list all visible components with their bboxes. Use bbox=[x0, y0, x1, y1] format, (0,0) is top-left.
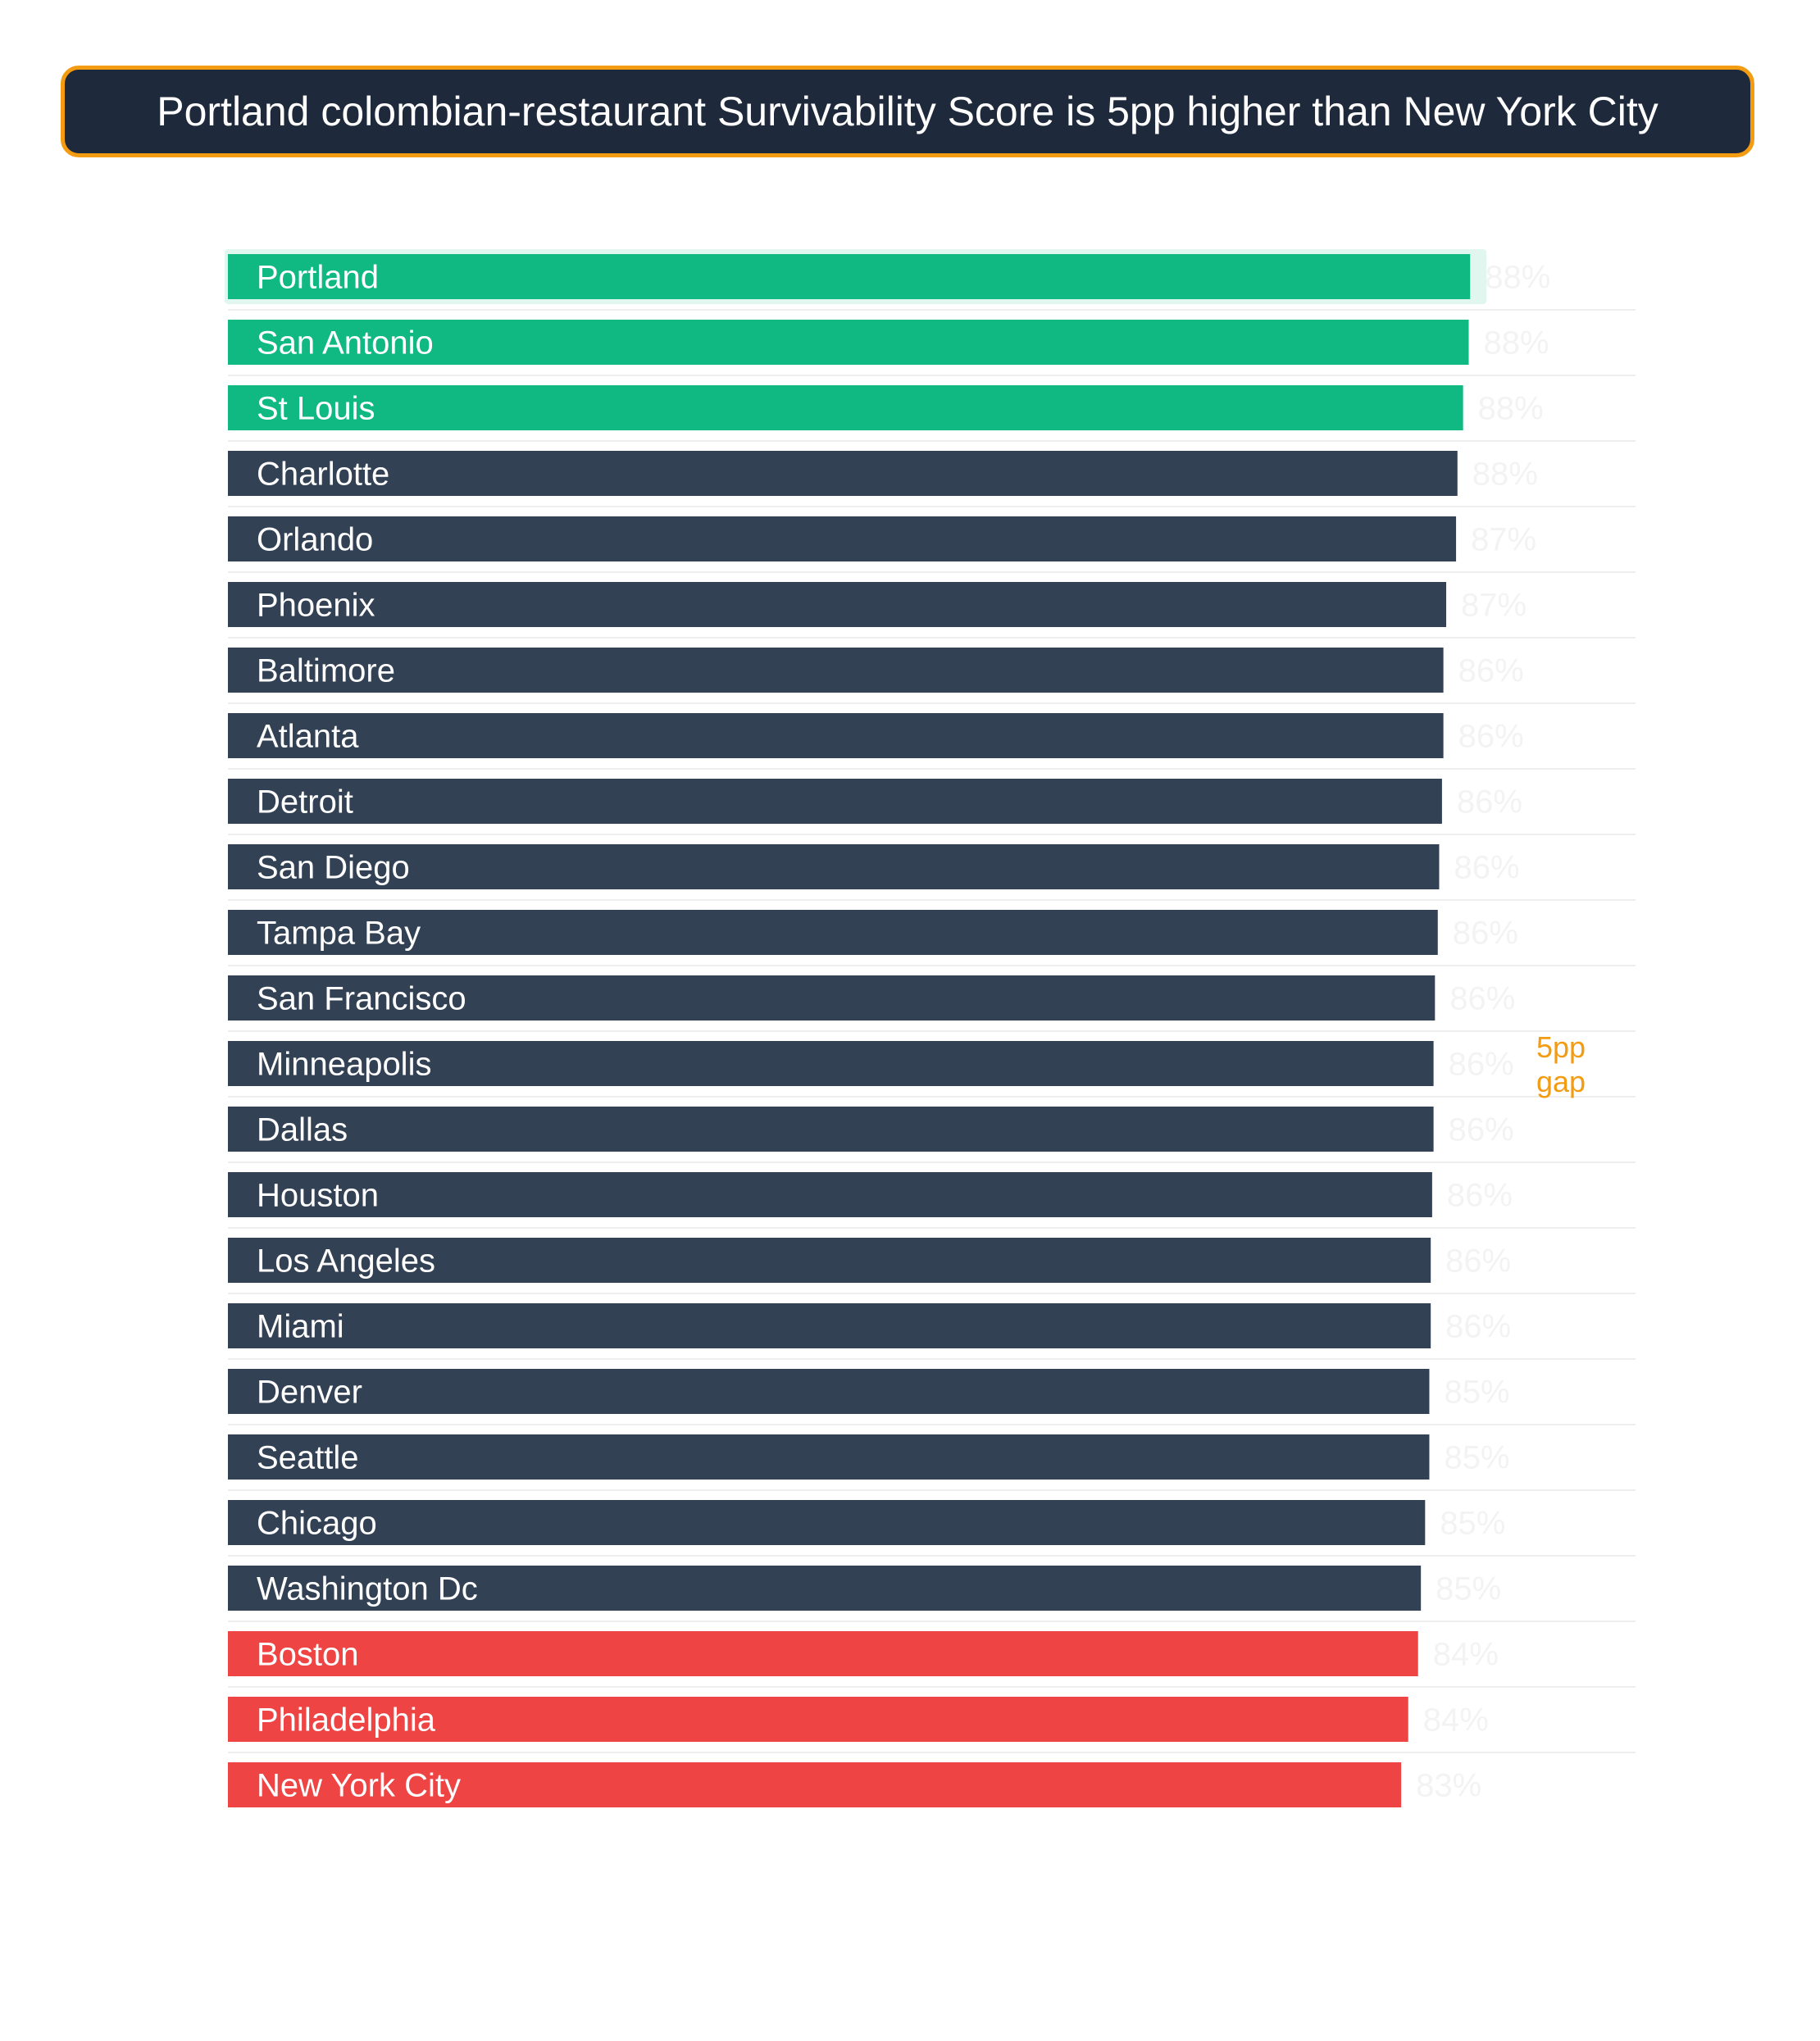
bar bbox=[228, 254, 1470, 299]
bar-category-label: Portland bbox=[257, 259, 379, 296]
bar bbox=[228, 451, 1458, 496]
bar-category-label: Minneapolis bbox=[257, 1046, 432, 1083]
bar-value-label: 86% bbox=[1458, 652, 1524, 689]
bar-value-label: 84% bbox=[1422, 1702, 1489, 1739]
bar-category-label: Charlotte bbox=[257, 456, 390, 493]
bar-category-label: Tampa Bay bbox=[257, 915, 421, 952]
bar bbox=[228, 1434, 1429, 1480]
bar-category-label: Houston bbox=[257, 1177, 379, 1214]
bar-value-label: 88% bbox=[1483, 325, 1549, 361]
bar-category-label: San Antonio bbox=[257, 325, 434, 361]
bar-value-label: 85% bbox=[1436, 1571, 1502, 1607]
bar-category-label: Atlanta bbox=[257, 718, 359, 755]
bar-category-label: Baltimore bbox=[257, 652, 395, 689]
bar-value-label: 86% bbox=[1452, 915, 1518, 952]
bar bbox=[228, 1107, 1434, 1152]
bar-value-label: 88% bbox=[1477, 390, 1544, 427]
bar bbox=[228, 516, 1456, 561]
bar bbox=[228, 1631, 1418, 1676]
gap-annotation-line2: gap bbox=[1536, 1065, 1586, 1098]
bar-value-label: 86% bbox=[1458, 718, 1524, 755]
bar-value-label: 86% bbox=[1445, 1308, 1512, 1345]
bar-category-label: Denver bbox=[257, 1374, 362, 1411]
bar-value-label: 86% bbox=[1445, 1243, 1512, 1280]
bar-category-label: Seattle bbox=[257, 1439, 359, 1476]
bar-value-label: 86% bbox=[1449, 980, 1516, 1017]
bar bbox=[228, 1500, 1425, 1545]
chart-title: Portland colombian-restaurant Survivability Score is 5pp higher than New York City bbox=[157, 89, 1658, 134]
bar-value-label: 85% bbox=[1440, 1505, 1506, 1542]
bar-category-label: Boston bbox=[257, 1636, 359, 1673]
bar-category-label: Miami bbox=[257, 1308, 344, 1345]
bar bbox=[228, 1303, 1431, 1348]
bar-value-label: 88% bbox=[1485, 259, 1551, 296]
bar-value-label: 86% bbox=[1448, 1046, 1514, 1083]
bar-value-label: 87% bbox=[1471, 521, 1537, 558]
bar-category-label: Phoenix bbox=[257, 587, 375, 624]
bar-category-label: Dallas bbox=[257, 1111, 348, 1148]
bar-value-label: 86% bbox=[1454, 849, 1520, 886]
bar bbox=[228, 648, 1444, 693]
bar-value-label: 86% bbox=[1446, 1177, 1513, 1214]
bar-category-label: Los Angeles bbox=[257, 1243, 435, 1280]
bar-value-label: 83% bbox=[1416, 1767, 1482, 1804]
bar-category-label: San Francisco bbox=[257, 980, 466, 1017]
bar-category-label: Philadelphia bbox=[257, 1702, 435, 1739]
bar-value-label: 84% bbox=[1432, 1636, 1499, 1673]
bar-value-label: 85% bbox=[1444, 1439, 1510, 1476]
bar bbox=[228, 779, 1442, 824]
bar bbox=[228, 582, 1446, 627]
bar bbox=[228, 1369, 1429, 1414]
bar bbox=[228, 385, 1463, 430]
bar-category-label: Washington Dc bbox=[257, 1571, 478, 1607]
bar-value-label: 88% bbox=[1472, 456, 1538, 493]
gap-annotation-line1: 5pp bbox=[1536, 1030, 1586, 1064]
bar-category-label: Detroit bbox=[257, 784, 353, 820]
bar-value-label: 86% bbox=[1456, 784, 1522, 820]
bar-category-label: Chicago bbox=[257, 1505, 377, 1542]
bar-value-label: 85% bbox=[1444, 1374, 1510, 1411]
bar-category-label: St Louis bbox=[257, 390, 375, 427]
bar-value-label: 87% bbox=[1461, 587, 1527, 624]
bar-category-label: New York City bbox=[257, 1767, 461, 1804]
bar-category-label: Orlando bbox=[257, 521, 374, 558]
bar bbox=[228, 1172, 1432, 1217]
bar-category-label: San Diego bbox=[257, 849, 410, 886]
bar-value-label: 86% bbox=[1448, 1111, 1514, 1148]
bar bbox=[228, 713, 1444, 758]
